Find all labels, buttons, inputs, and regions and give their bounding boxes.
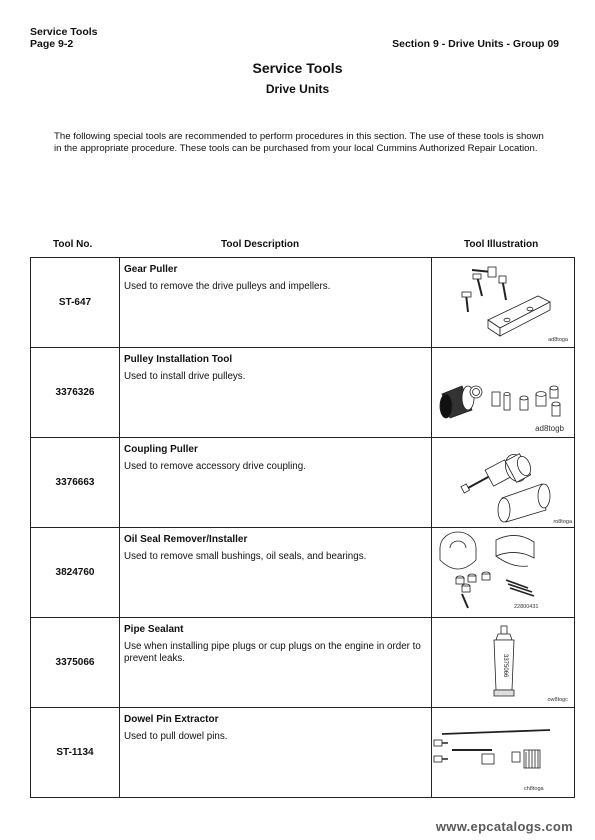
tool-illustration xyxy=(432,528,575,618)
gear-puller-icon xyxy=(432,258,576,347)
illustration-code: 22800431 xyxy=(514,604,539,610)
tool-name: Pipe Sealant xyxy=(124,624,184,635)
dowel-pin-extractor-icon xyxy=(432,708,576,797)
table-row xyxy=(31,258,575,348)
tool-number: ST-1134 xyxy=(31,708,120,798)
tool-name: Coupling Puller xyxy=(124,444,198,455)
illustration-code: ad8toga xyxy=(548,337,568,343)
tool-illustration xyxy=(432,348,575,438)
tool-number: ST-647 xyxy=(31,258,120,348)
tool-description: Used to pull dowel pins. xyxy=(124,731,228,742)
tool-illustration xyxy=(432,708,575,798)
tool-description: Use when installing pipe plugs or cup plugs on the engine in order to prevent leaks. xyxy=(124,641,421,664)
tool-illustration xyxy=(432,618,575,708)
tool-description: Used to install drive pulleys. xyxy=(124,371,246,382)
tool-number: 3375066 xyxy=(31,618,120,708)
tool-description: Used to remove accessory drive coupling. xyxy=(124,461,306,472)
tool-number: 3376326 xyxy=(31,348,120,438)
column-header-tool-no: Tool No. xyxy=(53,239,93,250)
header-section: Section 9 - Drive Units - Group 09 xyxy=(392,38,559,50)
tool-number: 3824760 xyxy=(31,528,120,618)
table-row xyxy=(31,348,575,438)
page-subtitle: Drive Units xyxy=(265,82,330,96)
tool-illustration xyxy=(432,258,575,348)
header-title: Service Tools xyxy=(30,26,98,38)
illustration-code: ow8togc xyxy=(547,697,568,703)
tool-description: Used to remove small bushings, oil seals, and bearings. xyxy=(124,551,367,562)
tool-name: Pulley Installation Tool xyxy=(124,354,233,365)
tool-illustration xyxy=(432,438,575,528)
tube-label: 3375066 xyxy=(502,654,508,678)
tool-name: Dowel Pin Extractor xyxy=(124,714,219,725)
tool-number: 3376663 xyxy=(31,438,120,528)
footer-watermark-url: www.epcatalogs.com xyxy=(435,819,573,834)
page-title: Service Tools xyxy=(252,60,343,76)
table-row xyxy=(31,708,575,798)
tools-table xyxy=(30,257,575,798)
table-row xyxy=(31,618,575,708)
pipe-sealant-tube-icon xyxy=(432,618,576,707)
tool-description: Used to remove the drive pulleys and impellers. xyxy=(124,281,331,292)
coupling-puller-icon xyxy=(432,438,576,527)
table-row xyxy=(31,528,575,618)
header-page-number: Page 9-2 xyxy=(30,38,74,50)
column-header-tool-illustration: Tool Illustration xyxy=(464,239,539,250)
illustration-code: ro8toga xyxy=(553,519,572,525)
table-row xyxy=(31,438,575,528)
intro-paragraph: The following special tools are recommended to perform procedures in this section. The use of these tools is shown in the appropriate procedure. These tools can be purchased from your local Cummins Authorized Repair Location. xyxy=(54,131,544,154)
illustration-code: ad8togb xyxy=(535,424,564,433)
tool-name: Oil Seal Remover/Installer xyxy=(124,534,248,545)
oil-seal-remover-icon xyxy=(432,528,576,617)
column-header-tool-description: Tool Description xyxy=(221,239,300,250)
tool-name: Gear Puller xyxy=(124,264,178,275)
illustration-code: ch8toga xyxy=(524,786,544,792)
